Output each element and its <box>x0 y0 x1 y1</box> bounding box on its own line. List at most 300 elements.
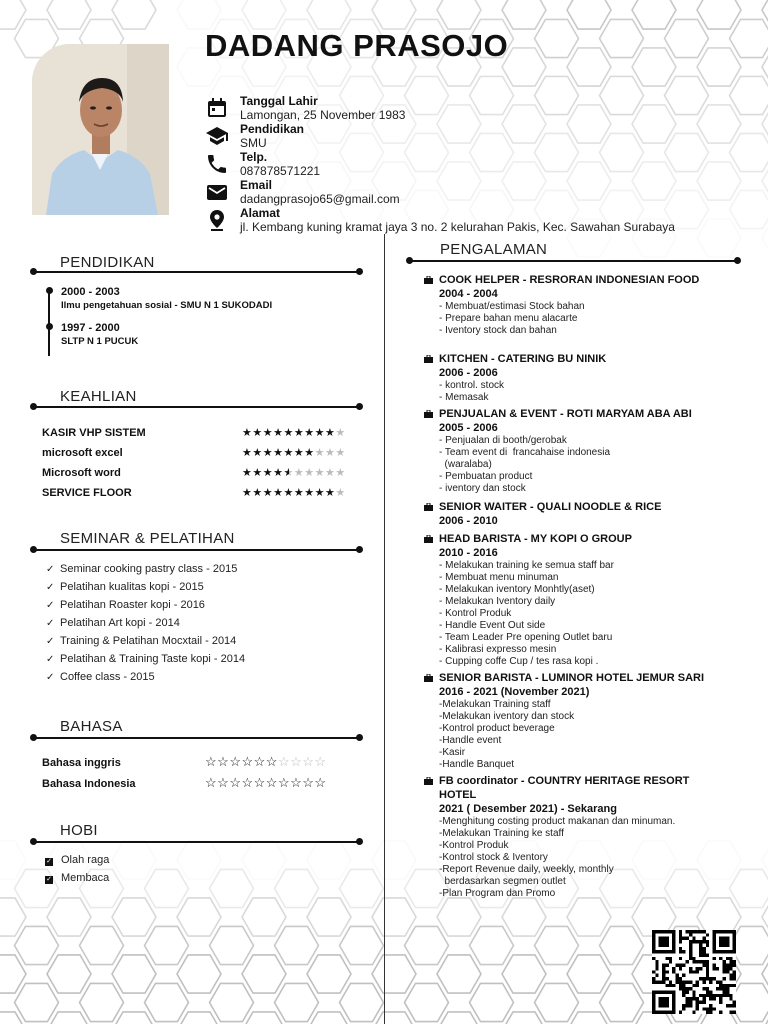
hexagon-shape <box>437 955 481 993</box>
qr-module <box>665 970 668 973</box>
star-outline-icon: ☆ <box>265 775 278 790</box>
section-rule <box>33 737 358 739</box>
qr-module <box>719 987 722 990</box>
qr-module <box>662 980 665 983</box>
skill-name: KASIR VHP SISTEM <box>42 427 146 439</box>
star-icon: ★ <box>262 427 274 439</box>
qr-module <box>719 984 722 987</box>
star-icon: ★ <box>262 467 274 479</box>
qr-module <box>702 964 705 967</box>
personal-label: Alamat <box>240 206 281 220</box>
star-icon: ★ <box>314 467 325 479</box>
experience-duty: - Cupping coffe Cup / tes rasa kopi . <box>439 656 599 667</box>
qr-module <box>689 930 692 933</box>
experience-duty: - Melakukan Iventory daily <box>439 596 556 607</box>
qr-module <box>696 967 699 970</box>
seminar-item <box>46 581 204 593</box>
star-outline-icon: ☆ <box>241 754 254 769</box>
star-outline-icon: ☆ <box>302 754 315 769</box>
qr-module <box>702 994 705 997</box>
qr-module <box>665 964 668 967</box>
hexagon-shape <box>307 1012 351 1024</box>
qr-module <box>719 937 729 947</box>
experience-duty: -Kasir <box>439 747 466 758</box>
calendar-icon <box>205 96 229 120</box>
experience-duty: - Melakukan training ke semua staff bar <box>439 560 614 571</box>
star-icon: ★ <box>242 487 253 499</box>
qr-module <box>706 933 709 936</box>
experience-years: 2006 - 2006 <box>439 367 498 379</box>
experience-years: 2006 - 2010 <box>439 515 498 527</box>
qr-module <box>719 1001 722 1004</box>
seminar-item <box>46 563 237 575</box>
qr-module <box>719 980 722 983</box>
experience-duty: - Prepare bahan menu alacarte <box>439 313 578 324</box>
qr-module <box>692 957 695 960</box>
qr-module <box>682 937 685 940</box>
star-icon: ★ <box>242 447 253 459</box>
seminar-item <box>46 671 155 683</box>
hexagon-shape <box>275 926 319 964</box>
hexagon-shape <box>405 983 449 1021</box>
qr-module <box>729 977 732 980</box>
seminar-text: Pelatihan kualitas kopi - 2015 <box>60 581 204 593</box>
hexagon-shape <box>242 0 286 29</box>
qr-module <box>733 1004 736 1007</box>
qr-module <box>726 990 729 993</box>
qr-module <box>669 957 672 960</box>
qr-module <box>652 980 655 983</box>
qr-module <box>682 990 685 993</box>
qr-module <box>689 1001 692 1004</box>
qr-module <box>699 950 702 953</box>
star-icon: ★ <box>273 487 284 499</box>
qr-module <box>689 940 692 943</box>
checkmark-icon: ✓ <box>46 654 55 665</box>
qr-module <box>686 1004 689 1007</box>
star-icon: ★ <box>325 467 336 479</box>
personal-label: Telp. <box>240 150 268 164</box>
qr-module <box>733 984 736 987</box>
checkmark-icon: ✓ <box>46 672 55 683</box>
hexagon-shape <box>502 898 546 936</box>
qr-module <box>706 954 709 957</box>
star-icon: ★ <box>273 427 284 439</box>
hexagon-shape <box>730 133 768 171</box>
hexagon-shape <box>112 841 156 879</box>
experience-duty: - Pembuatan product <box>439 471 533 482</box>
qr-module <box>689 987 692 990</box>
qr-module <box>723 984 726 987</box>
qr-module <box>679 984 682 987</box>
hexagon-shape <box>242 1012 286 1024</box>
star-icon: ★ <box>325 487 336 499</box>
hexagon-shape <box>697 48 741 86</box>
star-icon: ★ <box>262 487 274 499</box>
qr-module <box>682 984 685 987</box>
experience-duty: - Team event di francahaise indonesia <box>439 447 611 458</box>
phone-icon <box>205 152 229 176</box>
qr-module <box>659 997 669 1007</box>
qr-module <box>726 984 729 987</box>
qr-module <box>706 1007 709 1010</box>
hexagon-shape <box>0 898 26 936</box>
qr-module <box>709 990 712 993</box>
qr-module <box>702 977 705 980</box>
checkmark-icon: ✓ <box>46 582 55 593</box>
personal-value: dadangprasojo65@gmail.com <box>240 192 400 206</box>
hexagon-shape <box>632 48 676 86</box>
qr-module <box>696 960 699 963</box>
briefcase-icon <box>424 503 433 511</box>
qr-module <box>689 967 692 970</box>
qr-module <box>686 937 689 940</box>
qr-module <box>699 994 702 997</box>
qr-module <box>729 967 732 970</box>
hexagon-shape <box>47 955 91 993</box>
hexagon-shape <box>307 0 351 29</box>
section-rule <box>33 841 358 843</box>
column-divider <box>384 234 385 1024</box>
qr-module <box>706 977 709 980</box>
experience-duties <box>439 816 675 900</box>
seminar-item <box>46 617 180 629</box>
hexagon-shape <box>145 926 189 964</box>
qr-module <box>723 977 726 980</box>
experience-years: 2004 - 2004 <box>439 288 498 300</box>
star-icon: ★ <box>335 447 346 459</box>
experience-duty: -Report Revenue daily, weekly, monthly <box>439 864 614 875</box>
star-icon: ★ <box>314 487 325 499</box>
experience-duty: - Kontrol Produk <box>439 608 512 619</box>
star-icon: ★ <box>335 467 346 479</box>
experience-duty: -Handle Banquet <box>439 759 515 770</box>
qr-module <box>729 1004 732 1007</box>
qr-module <box>662 977 665 980</box>
star-outline-icon: ☆ <box>229 775 242 790</box>
hexagon-shape <box>275 983 319 1021</box>
hexagon-shape <box>145 983 189 1021</box>
qr-module <box>712 977 715 980</box>
experience-duties <box>439 380 504 404</box>
hexagon-shape <box>275 869 319 907</box>
qr-module <box>709 977 712 980</box>
qr-module <box>699 947 702 950</box>
hexagon-shape <box>730 76 768 114</box>
qr-module <box>712 964 715 967</box>
qr-module <box>702 937 705 940</box>
experience-duty: -Melakukan iventory dan stock <box>439 711 575 722</box>
qr-module <box>712 967 715 970</box>
skill-rating <box>242 447 346 459</box>
experience-duty: - iventory dan stock <box>439 483 526 494</box>
experience-duties <box>439 301 585 337</box>
hexagon-shape <box>730 190 768 228</box>
experience-title: KITCHEN - CATERING BU NINIK <box>439 353 607 365</box>
personal-label: Pendidikan <box>240 122 305 136</box>
hexagon-shape <box>372 898 416 936</box>
qr-module <box>662 970 665 973</box>
qr-module <box>676 980 679 983</box>
qr-module <box>706 967 709 970</box>
qr-module <box>729 994 732 997</box>
location-pin-icon <box>205 208 229 232</box>
experience-duty: berdasarkan segmen outlet <box>439 876 566 887</box>
qr-module <box>669 984 672 987</box>
qr-module <box>712 994 715 997</box>
qr-module <box>729 1011 732 1014</box>
hexagon-shape <box>437 898 481 936</box>
star-icon: ★ <box>304 447 315 459</box>
hexagon-shape <box>177 0 221 29</box>
experience-title: FB coordinator - COUNTRY HERITAGE RESORT <box>439 775 690 787</box>
star-icon: ★ <box>293 447 305 459</box>
qr-module <box>676 974 679 977</box>
star-icon: ★ <box>325 427 336 439</box>
hexagon-shape <box>0 1012 26 1024</box>
qr-module <box>733 1001 736 1004</box>
experience-title: SENIOR BARISTA - LUMINOR HOTEL JEMUR SARI <box>439 672 705 684</box>
qr-module <box>706 987 709 990</box>
star-icon: ★ <box>293 487 305 499</box>
profile-photo <box>32 44 169 215</box>
qr-module <box>679 987 682 990</box>
qr-module <box>702 954 705 957</box>
hexagon-shape <box>112 955 156 993</box>
experience-years: 2021 ( Desember 2021) - Sekarang <box>439 803 617 815</box>
qr-module <box>699 1001 702 1004</box>
qr-module <box>652 977 655 980</box>
star-outline-icon: ☆ <box>253 775 266 790</box>
qr-module <box>733 977 736 980</box>
qr-module <box>696 997 699 1000</box>
qr-module <box>686 987 689 990</box>
qr-module <box>679 933 682 936</box>
hexagon-shape <box>437 1012 481 1024</box>
qr-module <box>726 1004 729 1007</box>
qr-module <box>669 960 672 963</box>
experience-duty: - Kalibrasi expresso mesin <box>439 644 557 655</box>
qr-module <box>723 990 726 993</box>
checkbox-icon: ✓ <box>46 858 52 865</box>
qr-module <box>709 1004 712 1007</box>
timeline-dot <box>46 287 53 294</box>
personal-label: Tanggal Lahir <box>240 94 318 108</box>
experience-duty: -Handle event <box>439 735 502 746</box>
qr-module <box>719 997 722 1000</box>
qr-module <box>726 987 729 990</box>
qr-module <box>659 980 662 983</box>
qr-module <box>706 940 709 943</box>
star-icon: ★ <box>242 427 253 439</box>
seminar-item <box>46 635 236 647</box>
section-title: BAHASA <box>60 718 123 735</box>
hexagon-shape <box>372 841 416 879</box>
qr-module <box>686 997 689 1000</box>
qr-module <box>706 943 709 946</box>
qr-module <box>702 950 705 953</box>
experience-duty: -Kontrol product beverage <box>439 723 555 734</box>
hexagon-shape <box>697 0 741 29</box>
qr-module <box>689 933 692 936</box>
qr-module <box>723 987 726 990</box>
hexagon-shape <box>0 841 26 879</box>
qr-module <box>719 994 722 997</box>
qr-module <box>679 947 682 950</box>
qr-module <box>689 957 692 960</box>
experience-duties <box>439 560 614 668</box>
hexagon-shape <box>340 926 384 964</box>
personal-value: SMU <box>240 136 267 150</box>
qr-module <box>709 997 712 1000</box>
qr-module <box>686 980 689 983</box>
star-icon: ★ <box>304 427 315 439</box>
hexagon-shape <box>632 0 676 29</box>
hexagon-shape <box>535 926 579 964</box>
experience-duty: - Iventory stock dan bahan <box>439 325 557 336</box>
line-dot <box>356 734 363 741</box>
language-rating <box>205 776 327 790</box>
personal-email <box>205 178 725 206</box>
star-icon: ★ <box>273 467 284 479</box>
qr-module <box>702 987 705 990</box>
qr-module <box>689 1004 692 1007</box>
qr-module <box>696 940 699 943</box>
star-icon: ★ <box>252 467 263 479</box>
qr-module <box>696 930 699 933</box>
qr-module <box>702 980 705 983</box>
qr-module <box>679 930 682 933</box>
qr-module <box>655 980 658 983</box>
qr-module <box>733 964 736 967</box>
qr-module <box>679 967 682 970</box>
experience-title-continued: HOTEL <box>439 789 477 801</box>
qr-module <box>719 957 722 960</box>
hexagon-shape <box>567 898 611 936</box>
seminar-text: Pelatihan Roaster kopi - 2016 <box>60 599 205 611</box>
qr-module <box>716 994 719 997</box>
qr-module <box>726 964 729 967</box>
experience-duty: - kontrol. stock <box>439 380 505 391</box>
section-rule <box>33 271 358 273</box>
hexagon-shape <box>177 841 221 879</box>
qr-module <box>699 960 702 963</box>
qr-module <box>733 970 736 973</box>
qr-module <box>709 980 712 983</box>
qr-module <box>733 974 736 977</box>
briefcase-icon <box>424 276 433 284</box>
qr-module <box>679 980 682 983</box>
hexagon-shape <box>307 955 351 993</box>
qr-module <box>733 1011 736 1014</box>
qr-module <box>709 1007 712 1010</box>
star-icon: ★ <box>262 447 274 459</box>
language-name: Bahasa inggris <box>42 757 121 769</box>
hexagon-shape <box>15 983 59 1021</box>
hexagon-shape <box>470 926 514 964</box>
hexagon-shape <box>567 0 611 29</box>
qr-module <box>692 940 695 943</box>
seminar-text: Training & Pelatihan Mocxtail - 2014 <box>60 635 237 647</box>
seminar-item <box>46 653 245 665</box>
hexagon-shape <box>600 926 644 964</box>
hexagon-shape <box>437 0 481 29</box>
star-icon: ★ <box>293 427 305 439</box>
qr-module <box>706 964 709 967</box>
hexagon-shape <box>242 955 286 993</box>
experience-duty: - Handle Event Out side <box>439 620 546 631</box>
qr-module <box>679 977 682 980</box>
hexagon-shape <box>0 955 26 993</box>
qr-module <box>702 947 705 950</box>
experience-duty: - Membuat menu minuman <box>439 572 559 583</box>
qr-module <box>669 980 672 983</box>
section-rule <box>33 406 358 408</box>
seminar-item <box>46 599 205 611</box>
hexagon-shape <box>502 0 546 29</box>
experience-duty: -Kontrol Produk <box>439 840 509 851</box>
qr-module <box>692 930 695 933</box>
qr-module <box>696 1007 699 1010</box>
hexagon-shape <box>372 1012 416 1024</box>
qr-module <box>672 970 675 973</box>
experience-duty: - Penjualan di booth/gerobak <box>439 435 567 446</box>
experience-duty: -Kontrol stock & Iventory <box>439 852 548 863</box>
star-outline-icon: ☆ <box>277 775 291 790</box>
qr-module <box>733 960 736 963</box>
experience-title: COOK HELPER - RESRORAN INDONESIAN FOOD <box>439 274 700 286</box>
qr-module <box>702 997 705 1000</box>
section-title: HOBI <box>60 822 98 839</box>
star-icon: ★ <box>283 427 294 439</box>
star-outline-icon: ☆ <box>277 754 291 769</box>
hexagon-shape <box>177 898 221 936</box>
experience-years: 2005 - 2006 <box>439 422 498 434</box>
hexagon-shape <box>535 983 579 1021</box>
qr-module <box>726 970 729 973</box>
hexagon-shape <box>177 955 221 993</box>
qr-module <box>665 977 668 980</box>
qr-module <box>699 940 702 943</box>
star-icon: ★ <box>252 487 263 499</box>
experience-duty: -Melakukan Training staff <box>439 699 551 710</box>
star-outline-icon: ☆ <box>265 754 278 769</box>
qr-module <box>729 974 732 977</box>
qr-module <box>662 964 665 967</box>
star-outline-icon: ☆ <box>217 754 230 769</box>
qr-module <box>723 964 726 967</box>
qr-module <box>723 994 726 997</box>
skill-rating <box>242 467 346 479</box>
seminar-text: Pelatihan & Training Taste kopi - 2014 <box>60 653 246 665</box>
qr-module <box>716 980 719 983</box>
line-dot <box>356 838 363 845</box>
hexagon-shape <box>730 19 768 57</box>
qr-module <box>682 980 685 983</box>
qr-module <box>699 954 702 957</box>
hexagon-shape <box>405 926 449 964</box>
section-title: KEAHLIAN <box>60 388 137 405</box>
qr-module <box>682 950 685 953</box>
qr-module <box>672 984 675 987</box>
briefcase-icon <box>424 355 433 363</box>
skill-name: SERVICE FLOOR <box>42 487 132 499</box>
hexagon-shape <box>307 841 351 879</box>
qr-module <box>662 974 665 977</box>
hexagon-shape <box>210 869 254 907</box>
qr-module <box>655 967 658 970</box>
checkmark-icon: ✓ <box>46 564 55 575</box>
